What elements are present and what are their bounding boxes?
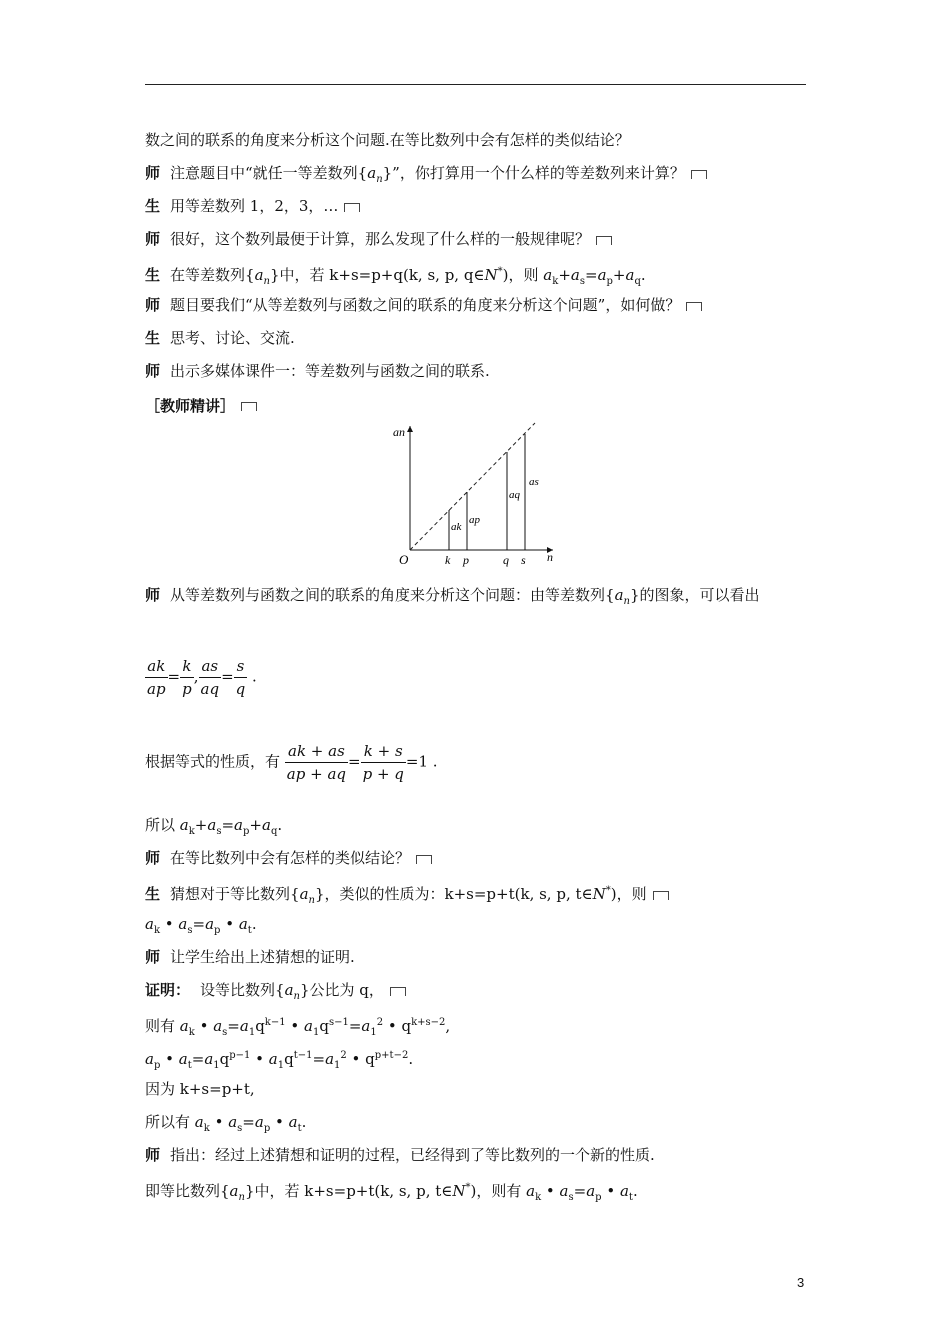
line-22: 师 指出：经过上述猜想和证明的过程，已经得到了等比数列的一个新的性质. [145, 1146, 655, 1164]
line-6: 师 题目要我们“从等差数列与函数之间的联系的角度来分析这个问题”，如何做？ [145, 295, 702, 315]
speaker-student: 生 [145, 197, 161, 215]
line-19: $a_p$ • $a_t=a_1q^{p-1}$ • $a_1q^{t-1}=a_1^2$ • $q^{p+t-2}$. [145, 1050, 414, 1071]
line-1: 数之间的联系的角度来分析这个问题.在等比数列中会有怎样的类似结论？ [145, 131, 630, 149]
line-5: 生 在等差数列$\{a_n\}$中，若 k+s=p+q(k, s, p, q∈N*)，则 $a_k+a_s=a_p+a_q$. [145, 266, 646, 287]
line-12: 所以 $a_k+a_s=a_p+a_q$. [145, 816, 283, 837]
origin-label: O [399, 552, 409, 567]
tick-p: p [463, 553, 469, 567]
dashed-trend-line [410, 423, 535, 550]
label-as: as [529, 476, 539, 488]
tick-k: k [445, 553, 451, 567]
frac-ak-ap: $\frac{ak}{ap}$ [147, 657, 166, 698]
line-14: 生 猜想对于等比数列$\{a_n\}$，类似的性质为：k+s=p+t(k, s, p, t∈N*)，则 [145, 881, 669, 911]
speaker-teacher: 师 [145, 1146, 161, 1164]
line-3: 生 用等差数列 1，2，3，… [145, 196, 360, 216]
header-rule [145, 84, 806, 85]
speaker-teacher: 师 [145, 296, 161, 314]
return-mark-icon [596, 236, 612, 245]
speaker-teacher: 师 [145, 586, 161, 604]
frac-s-q: $\frac{s}{q}$ [235, 657, 246, 698]
speaker-student: 生 [145, 329, 161, 347]
section-heading: ［教师精讲］ [145, 396, 257, 416]
label-ak: ak [451, 521, 462, 533]
line-16: 师 让学生给出上述猜想的证明. [145, 948, 355, 966]
line-18: 则有 $a_k$ • $a_s=a_1q^{k-1}$ • $a_1q^{s-1}=a_1^2$ • $q^{k+s-2}$, [145, 1017, 451, 1038]
return-mark-icon [344, 203, 360, 212]
arithmetic-sequence-graph [385, 418, 565, 568]
line-23: 即等比数列$\{a_n\}$中，若 k+s=p+t(k, s, p, t∈N*)，则有 $a_k$ • $a_s=a_p$ • $a_t$. [145, 1182, 638, 1203]
label-aq: aq [509, 489, 520, 501]
page-number: 3 [797, 1275, 805, 1290]
frac-k-p: $\frac{k}{p}$ [182, 657, 192, 698]
speaker-teacher: 师 [145, 849, 161, 867]
proof-label: 证明： [145, 981, 191, 999]
line-4: 师 很好，这个数列最便于计算，那么发现了什么样的一般规律呢？ [145, 229, 612, 249]
frac-as-aq: $\frac{as}{aq}$ [200, 657, 220, 698]
frac-sum-a: $\frac{ak + as}{ap + aq}$ [286, 742, 346, 783]
speaker-teacher: 师 [145, 164, 161, 182]
x-axis-label: n [547, 550, 553, 564]
speaker-teacher: 师 [145, 230, 161, 248]
speaker-student: 生 [145, 885, 161, 903]
frac-sum-idx: $\frac{k + s}{p + q}$ [362, 742, 404, 783]
return-mark-icon [241, 402, 257, 411]
line-17: 证明： 设等比数列$\{a_n\}$公比为 q， [145, 980, 406, 1007]
tick-s: s [521, 553, 526, 567]
line-8: 师 出示多媒体课件一：等差数列与函数之间的联系. [145, 362, 490, 380]
label-ap: ap [469, 514, 480, 526]
return-mark-icon [653, 891, 669, 900]
return-mark-icon [691, 170, 707, 179]
line-13: 师 在等比数列中会有怎样的类似结论？ [145, 848, 432, 868]
speaker-teacher: 师 [145, 362, 161, 380]
line-7: 生 思考、讨论、交流. [145, 329, 295, 347]
ratio-formula: $\frac{ak}{ap}$ = $\frac{k}{p}$ , $\frac{as}{aq}$ = $\frac{s}{q}$ . [147, 657, 257, 698]
line-2: 师 注意题目中“就任一等差数列$\{a_n\}$”，你打算用一个什么样的等差数列来计算？ [145, 163, 707, 190]
line-15: $a_k$ • $a_s=a_p$ • $a_t$. [145, 915, 257, 936]
return-mark-icon [416, 855, 432, 864]
y-axis-label: an [393, 425, 405, 439]
line-11: 根据等式的性质，有 $\frac{ak + as}{ap + aq}$ = $\frac{k + s}{p + q}$ =1 . [145, 742, 438, 783]
line-20: 因为 k+s=p+t, [145, 1080, 255, 1098]
line-10: 师 从等差数列与函数之间的联系的角度来分析这个问题：由等差数列$\{a_n\}$的图象，可以看出 [145, 586, 760, 607]
speaker-teacher: 师 [145, 948, 161, 966]
return-mark-icon [390, 987, 406, 996]
return-mark-icon [686, 302, 702, 311]
line-21: 所以有 $a_k$ • $a_s=a_p$ • $a_t$. [145, 1113, 307, 1134]
speaker-student: 生 [145, 266, 161, 284]
tick-q: q [503, 553, 509, 567]
